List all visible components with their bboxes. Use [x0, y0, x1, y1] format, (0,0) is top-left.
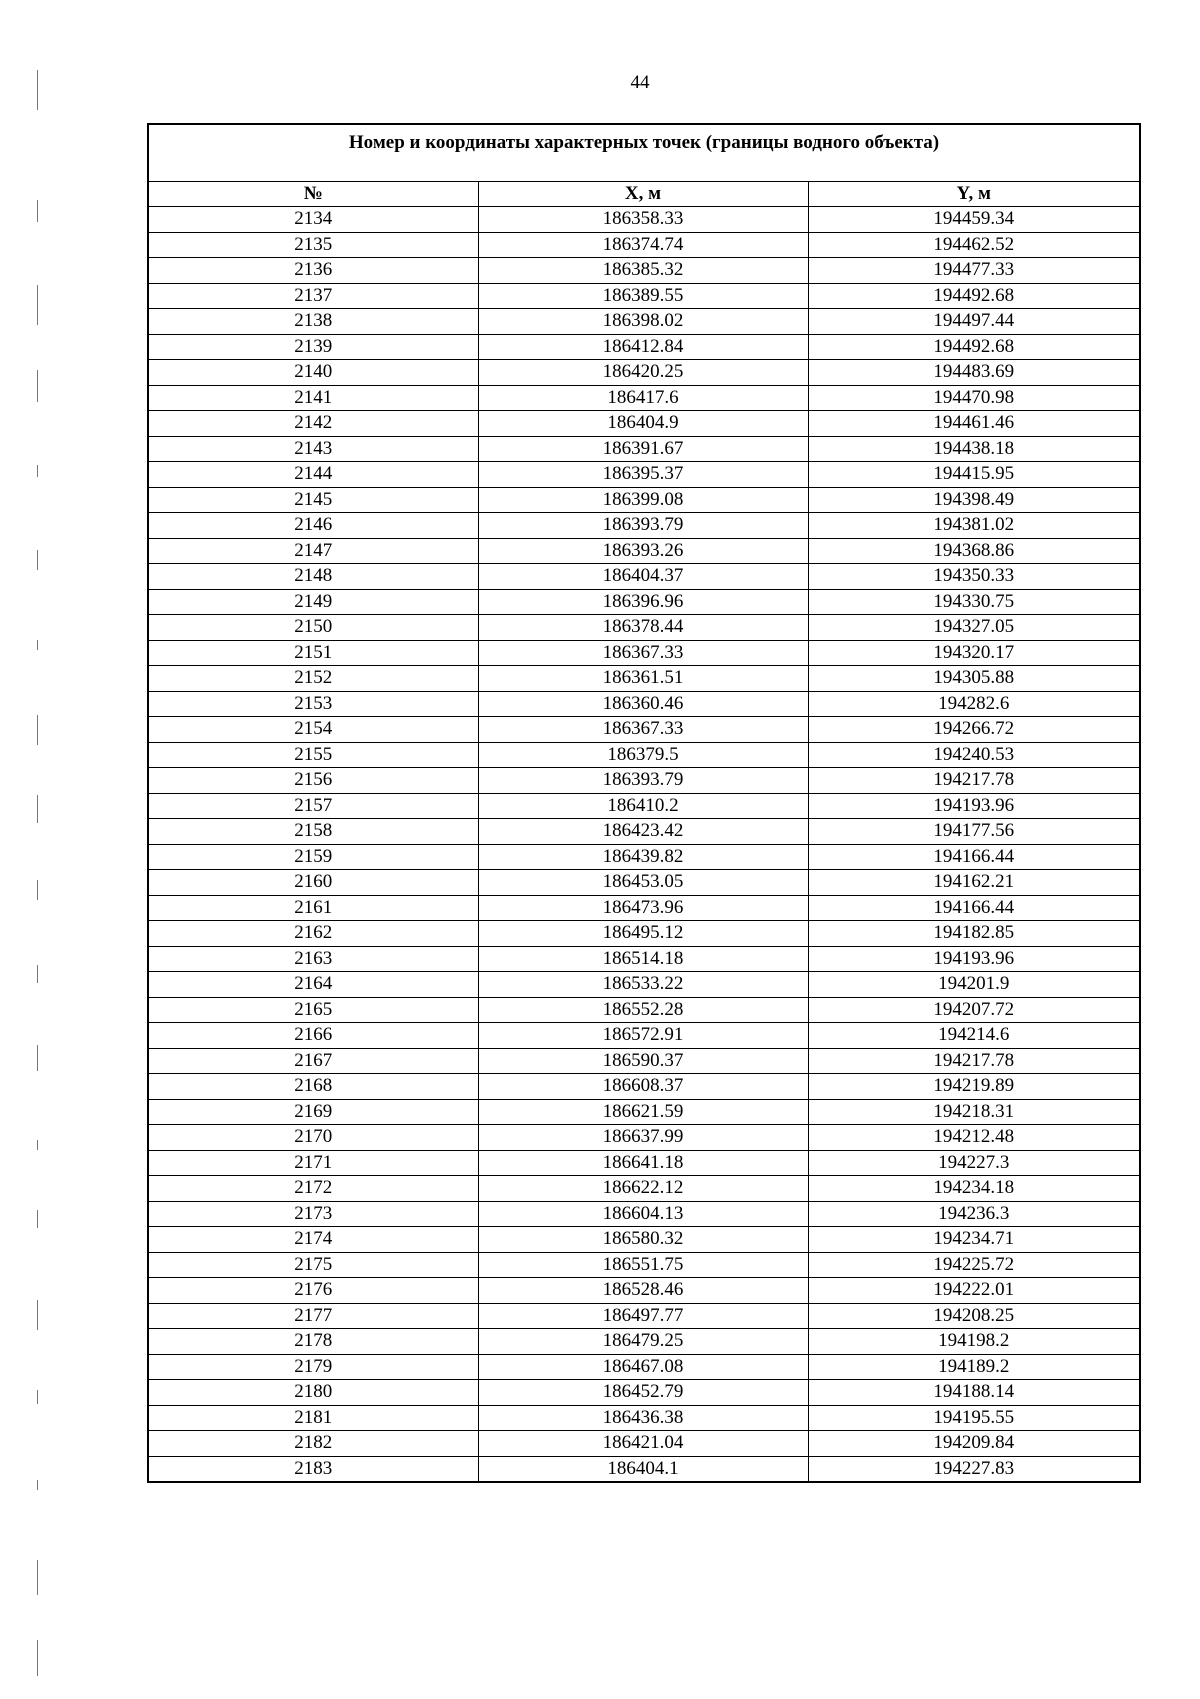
- y-coordinate-cell: 194217.78: [808, 768, 1140, 794]
- x-coordinate-cell: 186374.74: [478, 232, 808, 258]
- x-coordinate-cell: 186621.59: [478, 1099, 808, 1125]
- y-coordinate-cell: 194459.34: [808, 207, 1140, 233]
- y-coordinate-cell: 194415.95: [808, 462, 1140, 488]
- x-coordinate-cell: 186367.33: [478, 640, 808, 666]
- table-row: [148, 589, 1140, 615]
- x-coordinate-cell: 186467.08: [478, 1354, 808, 1380]
- column-header-number: №: [148, 182, 478, 207]
- y-coordinate-cell: 194198.2: [808, 1329, 1140, 1355]
- table-row: [148, 844, 1140, 870]
- point-number-cell: 2160: [148, 870, 478, 896]
- x-coordinate-cell: 186551.75: [478, 1252, 808, 1278]
- x-coordinate-cell: 186533.22: [478, 972, 808, 998]
- y-coordinate-cell: 194461.46: [808, 411, 1140, 437]
- y-coordinate-cell: 194350.33: [808, 564, 1140, 590]
- y-coordinate-cell: 194234.18: [808, 1176, 1140, 1202]
- point-number-cell: 2137: [148, 283, 478, 309]
- y-coordinate-cell: 194497.44: [808, 309, 1140, 335]
- point-number-cell: 2144: [148, 462, 478, 488]
- x-coordinate-cell: 186378.44: [478, 615, 808, 641]
- x-coordinate-cell: 186641.18: [478, 1150, 808, 1176]
- table-row: [148, 232, 1140, 258]
- x-coordinate-cell: 186580.32: [478, 1227, 808, 1253]
- table-row: [148, 742, 1140, 768]
- table-row: [148, 793, 1140, 819]
- x-coordinate-cell: 186412.84: [478, 334, 808, 360]
- y-coordinate-cell: 194218.31: [808, 1099, 1140, 1125]
- point-number-cell: 2182: [148, 1431, 478, 1457]
- y-coordinate-cell: 194166.44: [808, 844, 1140, 870]
- x-coordinate-cell: 186404.37: [478, 564, 808, 590]
- table-row: [148, 640, 1140, 666]
- table-row: [148, 1023, 1140, 1049]
- x-coordinate-cell: 186608.37: [478, 1074, 808, 1100]
- table-row: [148, 462, 1140, 488]
- y-coordinate-cell: 194162.21: [808, 870, 1140, 896]
- y-coordinate-cell: 194208.25: [808, 1303, 1140, 1329]
- point-number-cell: 2181: [148, 1405, 478, 1431]
- x-coordinate-cell: 186398.02: [478, 309, 808, 335]
- point-number-cell: 2155: [148, 742, 478, 768]
- y-coordinate-cell: 194166.44: [808, 895, 1140, 921]
- table-row: [148, 513, 1140, 539]
- point-number-cell: 2169: [148, 1099, 478, 1125]
- x-coordinate-cell: 186404.1: [478, 1456, 808, 1482]
- y-coordinate-cell: 194470.98: [808, 385, 1140, 411]
- x-coordinate-cell: 186393.79: [478, 768, 808, 794]
- y-coordinate-cell: 194330.75: [808, 589, 1140, 615]
- point-number-cell: 2164: [148, 972, 478, 998]
- y-coordinate-cell: 194225.72: [808, 1252, 1140, 1278]
- table-row: [148, 895, 1140, 921]
- y-coordinate-cell: 194201.9: [808, 972, 1140, 998]
- x-coordinate-cell: 186622.12: [478, 1176, 808, 1202]
- point-number-cell: 2177: [148, 1303, 478, 1329]
- table-row: [148, 1252, 1140, 1278]
- y-coordinate-cell: 194492.68: [808, 283, 1140, 309]
- y-coordinate-cell: 194483.69: [808, 360, 1140, 386]
- point-number-cell: 2152: [148, 666, 478, 692]
- table-header-row: [148, 182, 1140, 207]
- y-coordinate-cell: 194320.17: [808, 640, 1140, 666]
- x-coordinate-cell: 186439.82: [478, 844, 808, 870]
- x-coordinate-cell: 186367.33: [478, 717, 808, 743]
- y-coordinate-cell: 194193.96: [808, 946, 1140, 972]
- point-number-cell: 2170: [148, 1125, 478, 1151]
- point-number-cell: 2142: [148, 411, 478, 437]
- y-coordinate-cell: 194195.55: [808, 1405, 1140, 1431]
- table-row: [148, 691, 1140, 717]
- table-row: [148, 385, 1140, 411]
- y-coordinate-cell: 194189.2: [808, 1354, 1140, 1380]
- x-coordinate-cell: 186453.05: [478, 870, 808, 896]
- x-coordinate-cell: 186399.08: [478, 487, 808, 513]
- point-number-cell: 2158: [148, 819, 478, 845]
- point-number-cell: 2165: [148, 997, 478, 1023]
- table-row: [148, 972, 1140, 998]
- table-row: [148, 1074, 1140, 1100]
- table-row: [148, 411, 1140, 437]
- x-coordinate-cell: 186452.79: [478, 1380, 808, 1406]
- point-number-cell: 2136: [148, 258, 478, 284]
- point-number-cell: 2167: [148, 1048, 478, 1074]
- x-coordinate-cell: 186637.99: [478, 1125, 808, 1151]
- point-number-cell: 2162: [148, 921, 478, 947]
- x-coordinate-cell: 186404.9: [478, 411, 808, 437]
- y-coordinate-cell: 194177.56: [808, 819, 1140, 845]
- table-row: [148, 1278, 1140, 1304]
- y-coordinate-cell: 194236.3: [808, 1201, 1140, 1227]
- point-number-cell: 2173: [148, 1201, 478, 1227]
- x-coordinate-cell: 186436.38: [478, 1405, 808, 1431]
- y-coordinate-cell: 194193.96: [808, 793, 1140, 819]
- table-row: [148, 564, 1140, 590]
- point-number-cell: 2174: [148, 1227, 478, 1253]
- x-coordinate-cell: 186391.67: [478, 436, 808, 462]
- y-coordinate-cell: 194188.14: [808, 1380, 1140, 1406]
- table-row: [148, 1303, 1140, 1329]
- y-coordinate-cell: 194462.52: [808, 232, 1140, 258]
- y-coordinate-cell: 194209.84: [808, 1431, 1140, 1457]
- table-row: [148, 1201, 1140, 1227]
- x-coordinate-cell: 186358.33: [478, 207, 808, 233]
- x-coordinate-cell: 186396.96: [478, 589, 808, 615]
- table-row: [148, 1354, 1140, 1380]
- y-coordinate-cell: 194214.6: [808, 1023, 1140, 1049]
- x-coordinate-cell: 186410.2: [478, 793, 808, 819]
- table-row: [148, 1125, 1140, 1151]
- x-coordinate-cell: 186393.79: [478, 513, 808, 539]
- table-row: [148, 283, 1140, 309]
- x-coordinate-cell: 186423.42: [478, 819, 808, 845]
- y-coordinate-cell: 194492.68: [808, 334, 1140, 360]
- y-coordinate-cell: 194227.3: [808, 1150, 1140, 1176]
- point-number-cell: 2147: [148, 538, 478, 564]
- point-number-cell: 2149: [148, 589, 478, 615]
- table-row: [148, 1456, 1140, 1482]
- y-coordinate-cell: 194182.85: [808, 921, 1140, 947]
- y-coordinate-cell: 194222.01: [808, 1278, 1140, 1304]
- table-row: [148, 1380, 1140, 1406]
- point-number-cell: 2156: [148, 768, 478, 794]
- point-number-cell: 2138: [148, 309, 478, 335]
- y-coordinate-cell: 194217.78: [808, 1048, 1140, 1074]
- x-coordinate-cell: 186590.37: [478, 1048, 808, 1074]
- point-number-cell: 2145: [148, 487, 478, 513]
- table-row: [148, 717, 1140, 743]
- point-number-cell: 2161: [148, 895, 478, 921]
- point-number-cell: 2157: [148, 793, 478, 819]
- table-row: [148, 1431, 1140, 1457]
- x-coordinate-cell: 186479.25: [478, 1329, 808, 1355]
- page-number: 44: [630, 72, 650, 93]
- point-number-cell: 2143: [148, 436, 478, 462]
- x-coordinate-cell: 186385.32: [478, 258, 808, 284]
- point-number-cell: 2172: [148, 1176, 478, 1202]
- point-number-cell: 2146: [148, 513, 478, 539]
- point-number-cell: 2135: [148, 232, 478, 258]
- column-header-y: Y, м: [808, 182, 1140, 207]
- y-coordinate-cell: 194477.33: [808, 258, 1140, 284]
- table-row: [148, 258, 1140, 284]
- table-body: [148, 207, 1140, 1483]
- point-number-cell: 2150: [148, 615, 478, 641]
- table-row: [148, 946, 1140, 972]
- point-number-cell: 2171: [148, 1150, 478, 1176]
- table-row: [148, 436, 1140, 462]
- x-coordinate-cell: 186514.18: [478, 946, 808, 972]
- table-row: [148, 1176, 1140, 1202]
- table-row: [148, 487, 1140, 513]
- x-coordinate-cell: 186420.25: [478, 360, 808, 386]
- table-row: [148, 768, 1140, 794]
- table-row: [148, 360, 1140, 386]
- table-title-row: [148, 124, 1140, 182]
- table-row: [148, 1048, 1140, 1074]
- x-coordinate-cell: 186379.5: [478, 742, 808, 768]
- x-coordinate-cell: 186360.46: [478, 691, 808, 717]
- table-row: [148, 1227, 1140, 1253]
- y-coordinate-cell: 194327.05: [808, 615, 1140, 641]
- x-coordinate-cell: 186552.28: [478, 997, 808, 1023]
- point-number-cell: 2139: [148, 334, 478, 360]
- x-coordinate-cell: 186417.6: [478, 385, 808, 411]
- point-number-cell: 2153: [148, 691, 478, 717]
- x-coordinate-cell: 186604.13: [478, 1201, 808, 1227]
- point-number-cell: 2151: [148, 640, 478, 666]
- table-row: [148, 538, 1140, 564]
- x-coordinate-cell: 186389.55: [478, 283, 808, 309]
- scan-margin-marks: [37, 60, 39, 1680]
- column-header-x: X, м: [478, 182, 808, 207]
- y-coordinate-cell: 194234.71: [808, 1227, 1140, 1253]
- y-coordinate-cell: 194227.83: [808, 1456, 1140, 1482]
- point-number-cell: 2179: [148, 1354, 478, 1380]
- table-row: [148, 1099, 1140, 1125]
- table-row: [148, 1150, 1140, 1176]
- y-coordinate-cell: 194282.6: [808, 691, 1140, 717]
- y-coordinate-cell: 194368.86: [808, 538, 1140, 564]
- point-number-cell: 2141: [148, 385, 478, 411]
- y-coordinate-cell: 194207.72: [808, 997, 1140, 1023]
- x-coordinate-cell: 186572.91: [478, 1023, 808, 1049]
- point-number-cell: 2178: [148, 1329, 478, 1355]
- table-row: [148, 207, 1140, 233]
- x-coordinate-cell: 186473.96: [478, 895, 808, 921]
- coordinates-table: [147, 123, 1141, 1483]
- y-coordinate-cell: 194381.02: [808, 513, 1140, 539]
- x-coordinate-cell: 186528.46: [478, 1278, 808, 1304]
- point-number-cell: 2176: [148, 1278, 478, 1304]
- y-coordinate-cell: 194212.48: [808, 1125, 1140, 1151]
- table-row: [148, 334, 1140, 360]
- point-number-cell: 2159: [148, 844, 478, 870]
- table-row: [148, 666, 1140, 692]
- x-coordinate-cell: 186361.51: [478, 666, 808, 692]
- table-row: [148, 819, 1140, 845]
- point-number-cell: 2168: [148, 1074, 478, 1100]
- point-number-cell: 2148: [148, 564, 478, 590]
- y-coordinate-cell: 194219.89: [808, 1074, 1140, 1100]
- x-coordinate-cell: 186421.04: [478, 1431, 808, 1457]
- x-coordinate-cell: 186495.12: [478, 921, 808, 947]
- x-coordinate-cell: 186393.26: [478, 538, 808, 564]
- point-number-cell: 2163: [148, 946, 478, 972]
- table-row: [148, 870, 1140, 896]
- point-number-cell: 2140: [148, 360, 478, 386]
- y-coordinate-cell: 194305.88: [808, 666, 1140, 692]
- table-row: [148, 1405, 1140, 1431]
- point-number-cell: 2175: [148, 1252, 478, 1278]
- y-coordinate-cell: 194266.72: [808, 717, 1140, 743]
- table-row: [148, 921, 1140, 947]
- table-row: [148, 309, 1140, 335]
- point-number-cell: 2180: [148, 1380, 478, 1406]
- point-number-cell: 2154: [148, 717, 478, 743]
- y-coordinate-cell: 194438.18: [808, 436, 1140, 462]
- table-row: [148, 997, 1140, 1023]
- x-coordinate-cell: 186497.77: [478, 1303, 808, 1329]
- point-number-cell: 2183: [148, 1456, 478, 1482]
- y-coordinate-cell: 194240.53: [808, 742, 1140, 768]
- table-row: [148, 615, 1140, 641]
- x-coordinate-cell: 186395.37: [478, 462, 808, 488]
- y-coordinate-cell: 194398.49: [808, 487, 1140, 513]
- table-title: Номер и координаты характерных точек (границы водного объекта): [148, 124, 1140, 182]
- point-number-cell: 2166: [148, 1023, 478, 1049]
- point-number-cell: 2134: [148, 207, 478, 233]
- table-row: [148, 1329, 1140, 1355]
